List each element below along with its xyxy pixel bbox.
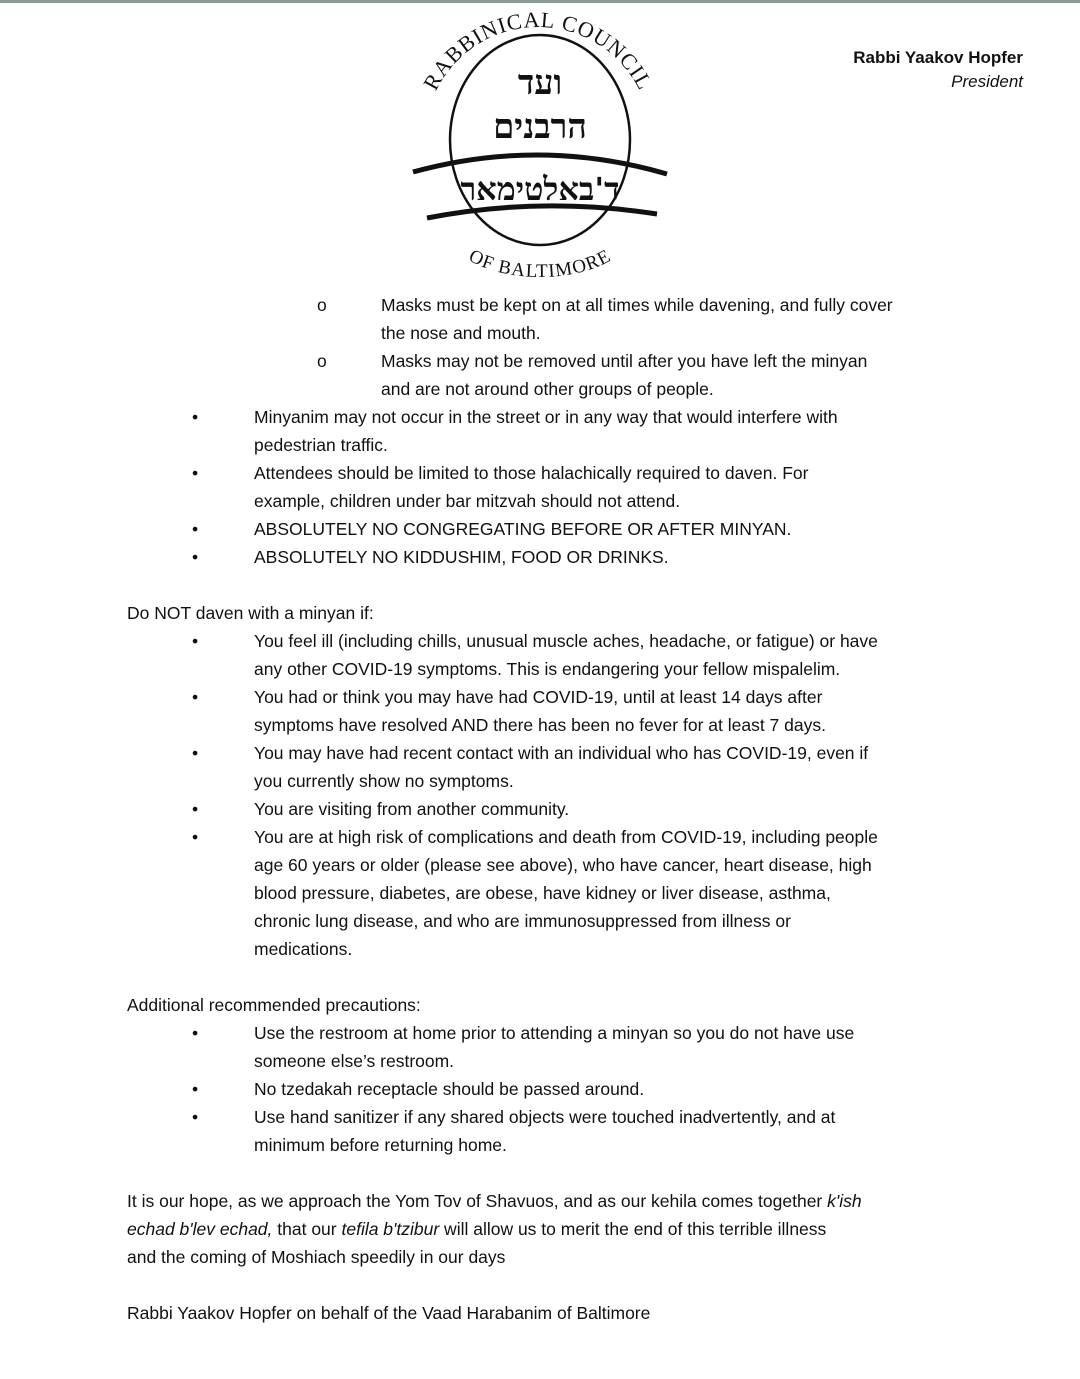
closing-italic: echad b'lev echad, xyxy=(127,1219,273,1239)
bullet-icon: • xyxy=(192,799,199,819)
list-item xyxy=(0,1019,1080,1075)
list-item-text: You had or think you may have had COVID-19, until at least 14 days after xyxy=(254,687,823,707)
list-item-text: No tzedakah receptacle should be passed around. xyxy=(254,1079,645,1099)
list-item-text: Attendees should be limited to those halachically required to daven. For xyxy=(254,463,809,483)
bullet-icon: • xyxy=(192,407,199,427)
list-item-text: the nose and mouth. xyxy=(381,323,541,343)
list-item-text: You are visiting from another community. xyxy=(254,799,570,819)
closing-italic: k'ish xyxy=(827,1191,862,1211)
svg-text:OF BALTIMORE xyxy=(465,245,614,282)
list-item xyxy=(0,683,1080,739)
bullet-icon: • xyxy=(192,827,199,847)
list-item-text: Minyanim may not occur in the street or in any way that would interfere with xyxy=(254,407,838,427)
list-item xyxy=(0,823,1080,963)
letterhead xyxy=(853,46,1023,94)
logo-bottom-arc: OF BALTIMORE xyxy=(465,245,615,283)
bullet-icon: • xyxy=(192,547,199,567)
list-item-text: pedestrian traffic. xyxy=(254,435,388,455)
list-item xyxy=(0,1075,1080,1103)
list-item-text: ABSOLUTELY NO CONGREGATING BEFORE OR AFTER MINYAN. xyxy=(254,519,792,539)
list-item xyxy=(0,1103,1080,1159)
list-item xyxy=(0,627,1080,683)
list-item-text: ABSOLUTELY NO KIDDUSHIM, FOOD OR DRINKS. xyxy=(254,547,669,567)
do-not-heading: Do NOT daven with a minyan if: xyxy=(127,603,374,623)
list-item xyxy=(0,347,1080,403)
bullet-icon: • xyxy=(192,1107,199,1127)
logo-top-arc: RABBINICAL COUNCIL xyxy=(418,12,658,95)
letter-body xyxy=(0,291,1080,1327)
circle-bullet-icon: o xyxy=(317,351,327,371)
list-item-text: someone else’s restroom. xyxy=(254,1051,455,1071)
list-item-text: any other COVID-19 symptoms. This is endangering your fellow mispalelim. xyxy=(254,659,841,679)
list-item xyxy=(0,543,1080,571)
logo-hebrew-banner: ד'באלטימאר xyxy=(460,170,620,208)
bullet-icon: • xyxy=(192,519,199,539)
list-item xyxy=(0,739,1080,795)
closing-text: will allow us to merit the end of this terrible illness xyxy=(439,1219,827,1239)
mask-sub-bullets xyxy=(0,291,1080,403)
list-item-text: Masks must be kept on at all times while davening, and fully cover xyxy=(381,295,893,315)
list-item-text: Masks may not be removed until after you have left the minyan xyxy=(381,351,868,371)
do-not-list xyxy=(0,627,1080,963)
president-name: Rabbi Yaakov Hopfer xyxy=(853,48,1023,67)
minyan-rules xyxy=(0,403,1080,571)
bullet-icon: • xyxy=(192,1079,199,1099)
list-item-text: example, children under bar mitzvah should not attend. xyxy=(254,491,681,511)
list-item-text: you currently show no symptoms. xyxy=(254,771,514,791)
rabbinical-council-logo xyxy=(405,12,675,284)
closing-paragraph xyxy=(127,1187,1080,1271)
signature: Rabbi Yaakov Hopfer on behalf of the Vaad Harabanim of Baltimore xyxy=(127,1303,651,1323)
top-border xyxy=(0,0,1080,3)
bullet-icon: • xyxy=(192,687,199,707)
bullet-icon: • xyxy=(192,631,199,651)
list-item xyxy=(0,403,1080,459)
logo-hebrew-1: ועד xyxy=(517,63,563,103)
list-item-text: You may have had recent contact with an individual who has COVID-19, even if xyxy=(254,743,869,763)
logo-hebrew-2: הרבנים xyxy=(493,107,587,147)
list-item-text: blood pressure, diabetes, are obese, have kidney or liver disease, asthma, xyxy=(254,883,831,903)
list-item-text: You feel ill (including chills, unusual muscle aches, headache, or fatigue) or have xyxy=(254,631,878,651)
list-item xyxy=(0,291,1080,347)
list-item-text: You are at high risk of complications and death from COVID-19, including people xyxy=(254,827,878,847)
list-item-text: and are not around other groups of people. xyxy=(381,379,714,399)
list-item-text: chronic lung disease, and who are immunosuppressed from illness or xyxy=(254,911,791,931)
list-item-text: medications. xyxy=(254,939,353,959)
list-item-text: age 60 years or older (please see above), who have cancer, heart disease, high xyxy=(254,855,872,875)
bullet-icon: • xyxy=(192,1023,199,1043)
closing-italic: tefila b'tzibur xyxy=(341,1219,440,1239)
closing-text: that our xyxy=(272,1219,342,1239)
closing-text: and the coming of Moshiach speedily in our days xyxy=(127,1247,506,1267)
list-item xyxy=(0,795,1080,823)
list-item-text: Use hand sanitizer if any shared objects were touched inadvertently, and at xyxy=(254,1107,836,1127)
additional-heading: Additional recommended precautions: xyxy=(127,995,421,1015)
president-title: President xyxy=(951,72,1023,91)
additional-list xyxy=(0,1019,1080,1159)
bullet-icon: • xyxy=(192,743,199,763)
bullet-icon: • xyxy=(192,463,199,483)
closing-text: It is our hope, as we approach the Yom Tov of Shavuos, and as our kehila comes together xyxy=(127,1191,828,1211)
list-item xyxy=(0,515,1080,543)
list-item xyxy=(0,459,1080,515)
list-item-text: Use the restroom at home prior to attending a minyan so you do not have use xyxy=(254,1023,855,1043)
list-item-text: minimum before returning home. xyxy=(254,1135,507,1155)
list-item-text: symptoms have resolved AND there has been no fever for at least 7 days. xyxy=(254,715,826,735)
circle-bullet-icon: o xyxy=(317,295,327,315)
